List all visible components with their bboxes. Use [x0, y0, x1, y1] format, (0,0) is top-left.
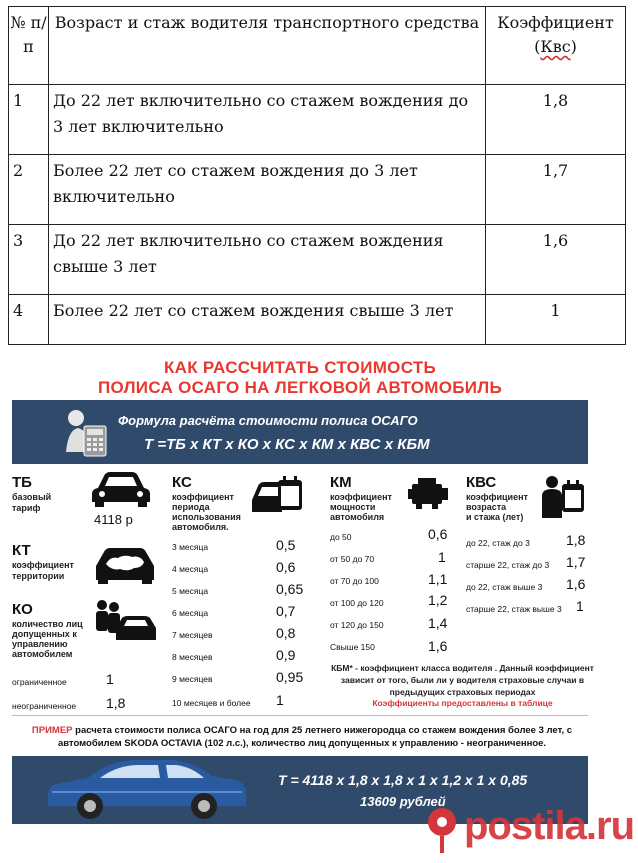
ks-row-value: 1	[276, 692, 284, 708]
kvs-desc-2: возраста	[466, 502, 507, 512]
kvs-row-value: 1,7	[566, 554, 586, 570]
row-desc: Более 22 лет со стажем вождения свыше 3 лет	[49, 295, 486, 345]
postila-watermark	[418, 800, 636, 860]
ks-desc-1: коэффициент	[172, 492, 234, 502]
km-row-value: 1,1	[428, 571, 448, 587]
ko-row-value: 1,8	[106, 695, 126, 711]
ks-row-label: 7 месяцев	[172, 630, 213, 640]
km-row-label: от 50 до 70	[330, 554, 375, 564]
car-front-icon	[90, 470, 152, 508]
driver-calendar-icon	[540, 474, 586, 520]
kt-desc-2: территории	[12, 571, 65, 581]
osago-infographic	[0, 346, 638, 863]
row-desc: До 22 лет включительно со стажем вождения свыше 3 лет	[49, 225, 486, 295]
kvs-row-label: старше 22, стаж выше 3	[466, 604, 562, 614]
driver-coefficient-table	[8, 6, 626, 345]
ko-desc-3: управлению	[12, 639, 68, 649]
kvs-row-label: до 22, стаж выше 3	[466, 582, 543, 592]
table-row	[9, 295, 626, 345]
header-coef-post: )	[570, 37, 577, 56]
ko-title: КО	[12, 601, 33, 618]
ks-desc-3: использования	[172, 512, 241, 522]
result-value: 13609 рублей	[360, 794, 446, 809]
row-coef: 1,6	[486, 225, 626, 295]
ks-row-label: 4 месяца	[172, 564, 209, 574]
kbm-note	[330, 662, 595, 698]
kvs-row-label: старше 22, стаж до 3	[466, 560, 550, 570]
ks-row-value: 0,9	[276, 647, 296, 663]
header-coef-line1: Коэффициент	[497, 13, 614, 32]
ks-row-value: 0,5	[276, 537, 296, 553]
km-row-label: Свыше 150	[330, 642, 375, 652]
car-illustration-icon	[42, 748, 252, 820]
ko-row-label: ограниченное	[12, 677, 67, 687]
ks-row-label: 8 месяцев	[172, 652, 213, 662]
ko-desc-2: допущенных к	[12, 629, 77, 639]
row-num: 1	[9, 85, 49, 155]
row-coef: 1,8	[486, 85, 626, 155]
infographic-title-line2: ПОЛИСА ОСАГО НА ЛЕГКОВОЙ АВТОМОБИЛЬ	[97, 378, 503, 397]
formula: Т =ТБ х КТ х КО х КС х КМ х КВС х КБМ	[144, 436, 430, 453]
km-row-value: 1,2	[428, 592, 448, 608]
km-row-label: до 50	[330, 532, 352, 542]
kbm-table-note: Коэффициенты предоставлены в таблице	[372, 698, 553, 708]
ks-desc-2: периода	[172, 502, 210, 512]
example-text	[22, 724, 582, 750]
kt-title: КТ	[12, 542, 31, 559]
ko-desc-4: автомобилем	[12, 649, 73, 659]
ks-row-label: 3 месяца	[172, 542, 209, 552]
table-header-row	[9, 7, 626, 85]
kbm-note-title: КБМ*	[331, 663, 353, 673]
ko-row-value: 1	[106, 671, 114, 687]
kt-desc-1: коэффициент	[12, 560, 74, 570]
ks-row-value: 0,6	[276, 559, 296, 575]
ks-row-label: 6 месяца	[172, 608, 209, 618]
ks-title: КС	[172, 474, 192, 491]
row-coef: 1	[486, 295, 626, 345]
km-row-value: 1,6	[428, 638, 448, 654]
example-body: расчета стоимости полиса ОСАГО на год для 25 летнего нижегородца со стажем вождения более 3 лет, с автомобилем SKODA OCTAVIA (102 л.с.), количество лиц допущенных к управлению - неограниченное.	[57, 725, 573, 749]
kvs-row-label: до 22, стаж до 3	[466, 538, 530, 548]
divider	[12, 715, 588, 716]
example-label: ПРИМЕР	[31, 725, 73, 736]
header-coef-pre: (	[534, 37, 541, 56]
header-coef-abbr: Квс	[540, 37, 571, 56]
km-desc-2: мощности	[330, 502, 376, 512]
kvs-desc-3: и стажа (лет)	[466, 512, 524, 522]
people-car-icon	[92, 598, 158, 646]
ks-row-value: 0,7	[276, 603, 296, 619]
tb-desc-1: базовый	[12, 492, 52, 502]
row-desc: До 22 лет включительно со стажем вождения до 3 лет включительно	[49, 85, 486, 155]
infographic-title-line1: КАК РАССЧИТАТЬ СТОИМОСТЬ	[163, 358, 437, 377]
pin-icon	[422, 806, 462, 854]
formula-band	[12, 400, 588, 464]
ks-row-label: 5 месяца	[172, 586, 209, 596]
header-desc: Возраст и стаж водителя транспортного средства	[49, 7, 486, 85]
km-row-label: от 70 до 100	[330, 576, 379, 586]
km-row-value: 1	[438, 549, 446, 565]
result-formula: Т = 4118 х 1,8 х 1,8 х 1 х 1,2 х 1 х 0,85	[278, 772, 528, 788]
calculator-person-icon	[62, 406, 112, 460]
car-calendar-icon	[250, 472, 304, 518]
header-num: № п/п	[9, 7, 49, 85]
watermark-text: postila.ru	[464, 804, 635, 848]
kvs-title: КВС	[466, 474, 497, 491]
row-num: 4	[9, 295, 49, 345]
km-row-value: 0,6	[428, 526, 448, 542]
km-row-label: от 120 до 150	[330, 620, 384, 630]
row-num: 3	[9, 225, 49, 295]
tb-desc-2: тариф	[12, 503, 41, 513]
engine-power-icon	[406, 474, 450, 512]
row-coef: 1,7	[486, 155, 626, 225]
row-num: 2	[9, 155, 49, 225]
ko-desc-1: количество лиц	[12, 619, 83, 629]
table-row	[9, 85, 626, 155]
ko-row-label: неограниченное	[12, 701, 77, 711]
ks-desc-4: автомобиля.	[172, 522, 229, 532]
km-desc-3: автомобиля	[330, 512, 385, 522]
kvs-desc-1: коэффициент	[466, 492, 528, 502]
kvs-row-value: 1,8	[566, 532, 586, 548]
ks-row-label: 9 месяцев	[172, 674, 213, 684]
ks-row-label: 10 месяцев и более	[172, 698, 251, 708]
header-coef	[486, 7, 626, 85]
km-row-value: 1,4	[428, 615, 448, 631]
row-desc: Более 22 лет со стажем вождения до 3 лет включительно	[49, 155, 486, 225]
km-desc-1: коэффициент	[330, 492, 392, 502]
ks-row-value: 0,95	[276, 669, 304, 685]
kvs-row-value: 1,6	[566, 576, 586, 592]
ks-row-value: 0,8	[276, 625, 296, 641]
table-row	[9, 155, 626, 225]
table-row	[9, 225, 626, 295]
ks-row-value: 0,65	[276, 581, 304, 597]
tb-title: ТБ	[12, 474, 32, 491]
kvs-row-value: 1	[576, 598, 584, 614]
km-row-label: от 100 до 120	[330, 598, 384, 608]
formula-label: Формула расчёта стоимости полиса ОСАГО	[118, 413, 418, 428]
tb-value: 4118 р	[94, 512, 133, 527]
kbm-note-text: - коэффициент класса водителя . Данный коэффициент зависит от того, были ли у водителя страховые случаи в предыдущих страховых периодах	[340, 663, 594, 697]
car-map-icon	[92, 544, 158, 586]
km-title: КМ	[330, 474, 352, 491]
